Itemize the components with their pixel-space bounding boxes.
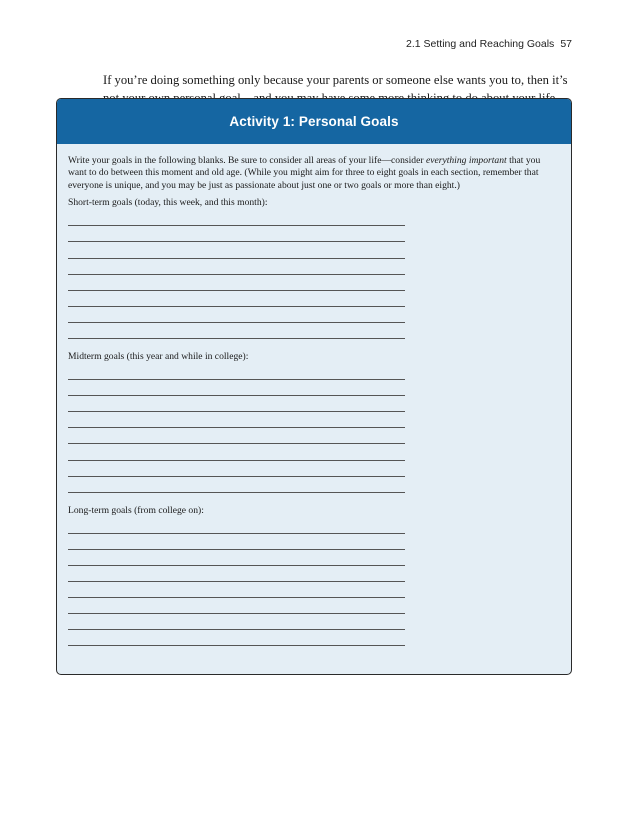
activity-box bbox=[56, 98, 572, 675]
section-label: Midterm goals (this year and while in college): bbox=[68, 350, 249, 362]
writing-line[interactable] bbox=[68, 323, 405, 339]
writing-line[interactable] bbox=[68, 396, 405, 412]
instructions-text-end: that you want to do between this moment and old age. (While you might aim for three to eight goals in each section, remember that everyone is unique, and you may be just as passionate about just one or two goals or more than eight.) bbox=[68, 155, 541, 191]
writing-line[interactable] bbox=[68, 275, 405, 291]
writing-line[interactable] bbox=[68, 582, 405, 598]
page-number: 57 bbox=[560, 38, 572, 50]
writing-line[interactable] bbox=[68, 550, 405, 566]
writing-line[interactable] bbox=[68, 534, 405, 550]
section-label: Long-term goals (from college on): bbox=[68, 504, 204, 516]
writing-line[interactable] bbox=[68, 444, 405, 460]
running-head bbox=[406, 38, 572, 50]
activity-title: Activity 1: Personal Goals bbox=[229, 114, 399, 129]
writing-line[interactable] bbox=[68, 307, 405, 323]
running-head-section: 2.1 Setting and Reaching Goals bbox=[406, 38, 555, 50]
writing-line[interactable] bbox=[68, 412, 405, 428]
goal-section-short-term bbox=[68, 197, 560, 339]
writing-lines bbox=[68, 364, 405, 493]
writing-lines bbox=[68, 210, 405, 339]
goal-section-midterm bbox=[68, 351, 560, 493]
activity-body bbox=[57, 144, 571, 646]
writing-lines bbox=[68, 518, 405, 647]
writing-line[interactable] bbox=[68, 428, 405, 444]
writing-line[interactable] bbox=[68, 259, 405, 275]
instructions-emphasis: everything important bbox=[425, 155, 507, 166]
writing-line[interactable] bbox=[68, 210, 405, 226]
instructions-text-start: Write your goals in the following blanks. Be sure to consider all areas of your life—consider bbox=[68, 155, 426, 166]
writing-line[interactable] bbox=[68, 380, 405, 396]
writing-line[interactable] bbox=[68, 566, 405, 582]
section-label: Short-term goals (today, this week, and this month): bbox=[68, 197, 268, 209]
writing-line[interactable] bbox=[68, 226, 405, 242]
activity-instructions bbox=[68, 155, 560, 192]
writing-line[interactable] bbox=[68, 242, 405, 258]
writing-line[interactable] bbox=[68, 614, 405, 630]
writing-line[interactable] bbox=[68, 291, 405, 307]
activity-header bbox=[57, 99, 571, 144]
writing-line[interactable] bbox=[68, 598, 405, 614]
writing-line[interactable] bbox=[68, 477, 405, 493]
writing-line[interactable] bbox=[68, 518, 405, 534]
goal-section-long-term bbox=[68, 505, 560, 647]
writing-line[interactable] bbox=[68, 630, 405, 646]
writing-line[interactable] bbox=[68, 364, 405, 380]
intro-paragraph: If you’re doing something only because your parents or someone else wants you to, then it’s bbox=[103, 72, 568, 87]
writing-line[interactable] bbox=[68, 461, 405, 477]
